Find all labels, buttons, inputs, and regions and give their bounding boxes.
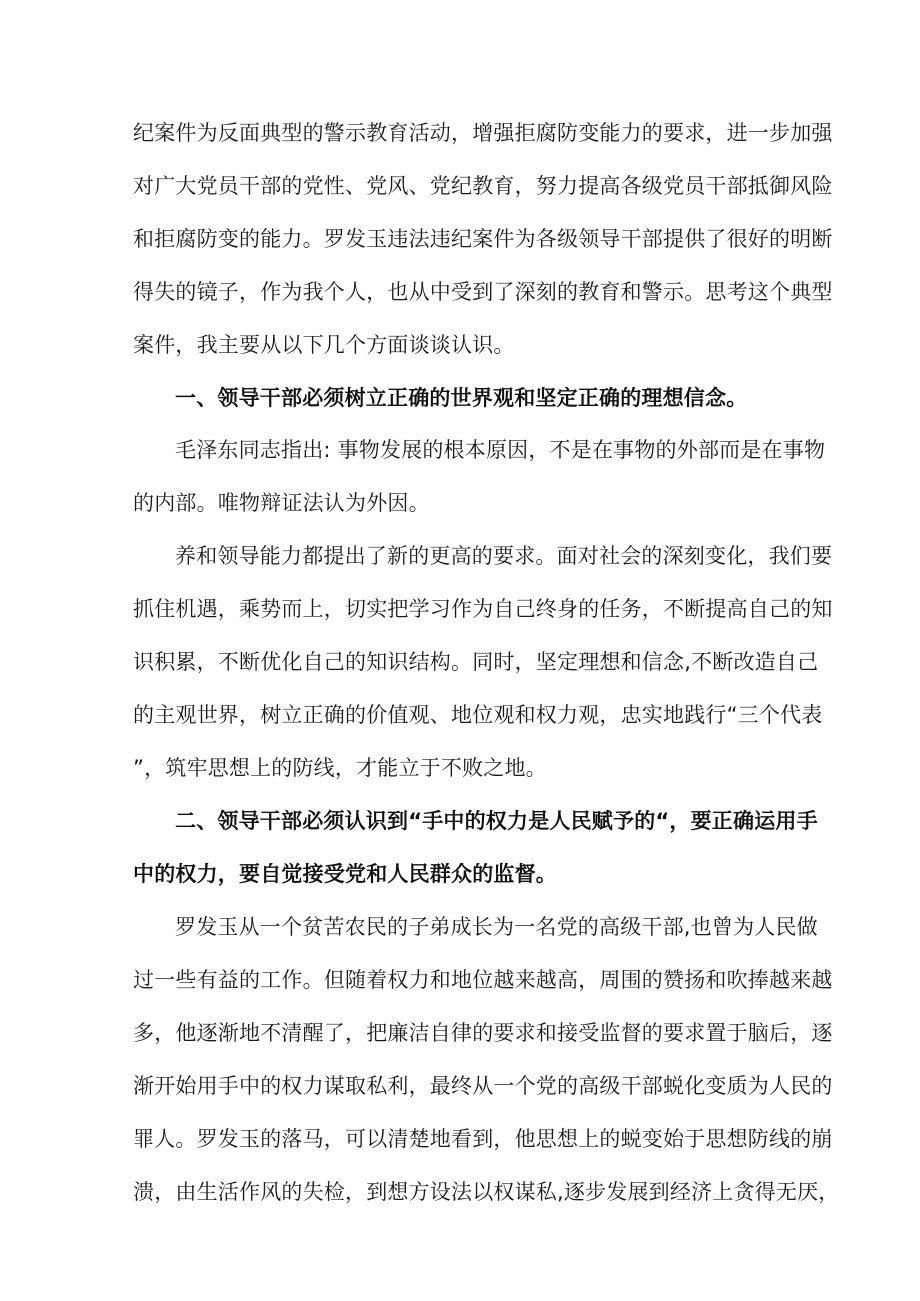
section-heading-2-cont: 中的权力，要自觉接受党和人民群众的监督。 (133, 862, 557, 886)
paragraph-line: 溃，由生活作风的失检，到想方设法以权谋私,逐步发展到经济上贪得无厌， (133, 1180, 840, 1204)
paragraph-line: 罪人。罗发玉的落马，可以清楚地看到，他思想上的蜕变始于思想防线的崩 (133, 1127, 833, 1151)
paragraph-line: 渐开始用手中的权力谋取私利，最终从一个党的高级干部蜕化变质为人民的 (133, 1074, 833, 1098)
paragraph-line: 对广大党员干部的党性、党风、党纪教育，努力提高各级党员干部抵御风险 (133, 174, 833, 198)
paragraph-line: 毛泽东同志指出: 事物发展的根本原因，不是在事物的外部而是在事物 (175, 438, 826, 462)
paragraph-line: 养和领导能力都提出了新的更高的要求。面对社会的深刻变化，我们要 (175, 544, 833, 568)
paragraph-line: 和拒腐防变的能力。罗发玉违法违纪案件为各级领导干部提供了很好的明断 (133, 227, 833, 251)
paragraph-line: 案件，我主要从以下几个方面谈谈认识。 (133, 333, 515, 357)
paragraph-line: 多，他逐渐地不清醒了，把廉洁自律的要求和接受监督的要求置于脑后，逐 (133, 1021, 833, 1045)
section-heading-1: 一、领导干部必须树立正确的世界观和坚定正确的理想信念。 (175, 386, 748, 410)
paragraph-line: 抓住机遇，乘势而上，切实把学习作为自己终身的任务，不断提高自己的知 (133, 597, 833, 621)
paragraph-line: 过一些有益的工作。但随着权力和地位越来越高，周围的赞扬和吹捧越来越 (133, 968, 833, 992)
paragraph-line: 的主观世界，树立正确的价值观、地位观和权力观，忠实地践行“三个代表 (133, 703, 823, 727)
paragraph-line: 纪案件为反面典型的警示教育活动，增强拒腐防变能力的要求，进一步加强 (133, 121, 833, 145)
paragraph-line: 得失的镜子，作为我个人，也从中受到了深刻的教育和警示。思考这个典型 (133, 280, 833, 304)
paragraph-line: 识积累，不断优化自己的知识结构。同时，坚定理想和信念,不断改造自己 (133, 650, 819, 674)
paragraph-line: 罗发玉从一个贫苦农民的子弟成长为一名党的高级干部,也曾为人民做 (175, 915, 818, 939)
section-heading-2: 二、领导干部必须认识到“手中的权力是人民赋予的“，要正确运用手 (175, 809, 818, 833)
paragraph-line: 的内部。唯物辩证法认为外因。 (133, 491, 430, 515)
paragraph-line: ”，筑牢思想上的防线，才能立于不败之地。 (133, 756, 547, 780)
